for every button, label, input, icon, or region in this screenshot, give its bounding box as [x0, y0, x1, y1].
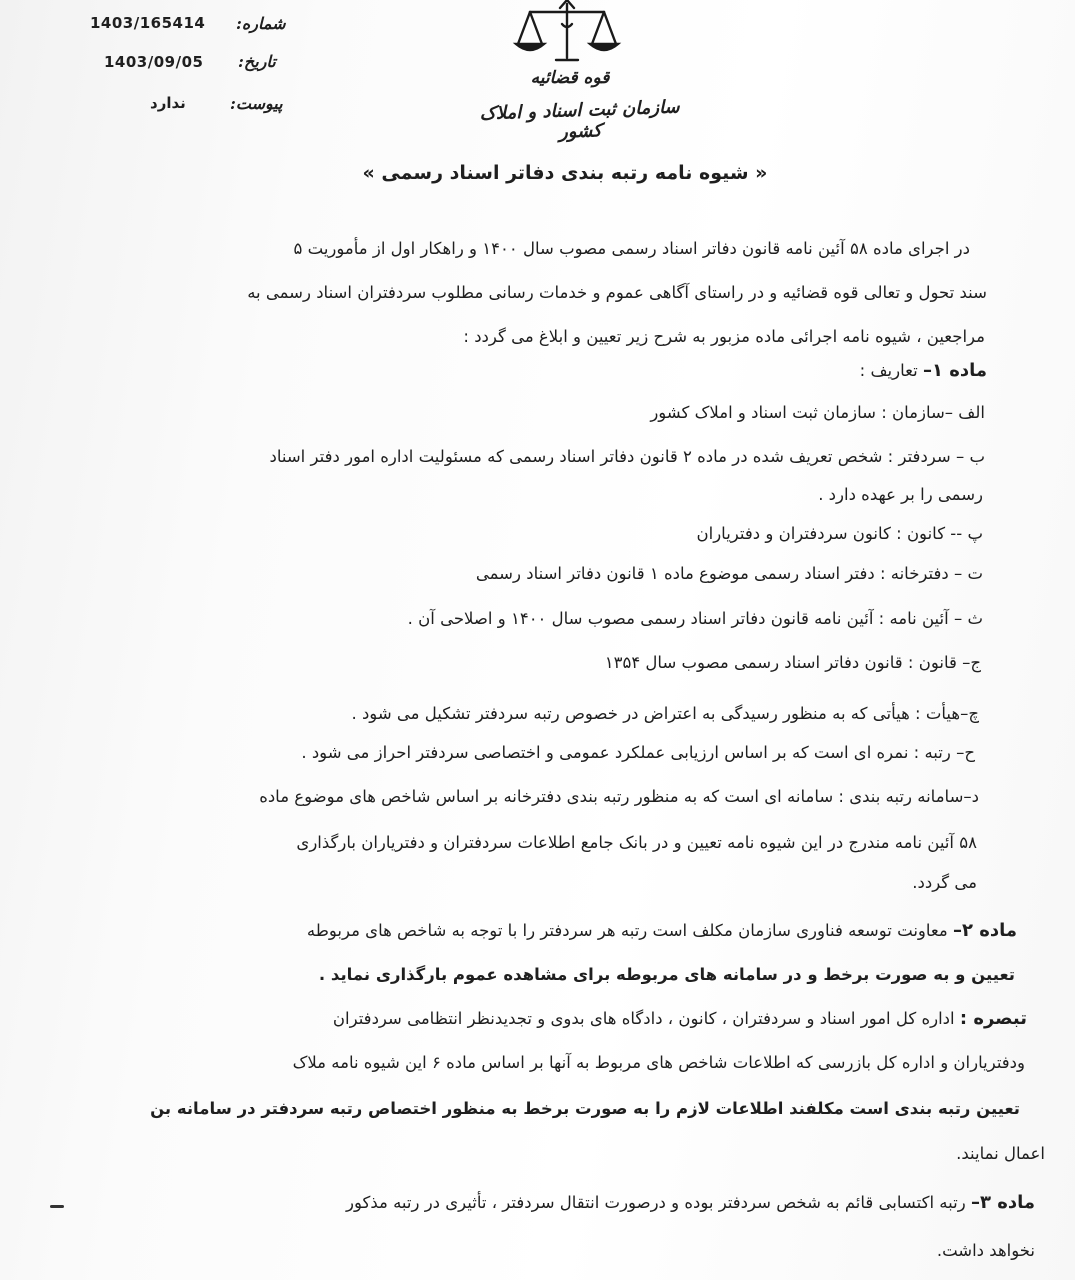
definition-line: د–سامانه رتبه بندی : سامانه ای است که به منظور رتبه بندی دفترخانه بر اساس شاخص های موضوع ماده — [259, 787, 979, 806]
definition-line: ح– رتبه : نمره ای است که بر اساس ارزیابی عملکرد عمومی و اختصاصی سردفتر احراز می شود . — [301, 743, 975, 762]
organization-name: سازمان ثبت اسناد و املاک کشور — [479, 96, 680, 143]
definition-line: ج– قانون : قانون دفاتر اسناد رسمی مصوب سال ۱۳۵۴ — [604, 653, 981, 672]
article-1-number: ماده ۱– — [922, 360, 987, 381]
judiciary-name: قوه قضائیه — [530, 68, 610, 88]
number-value: 1403/165414 — [90, 14, 206, 32]
article-3-line-1 — [346, 1192, 1035, 1214]
note-heading: تبصره : — [959, 1008, 1027, 1029]
definition-line: الف –سازمان : سازمان ثبت اسناد و املاک کشور — [650, 403, 985, 422]
definition-line: پ -- کانون : کانون سردفتران و دفتریاران — [696, 524, 983, 543]
attachment-label: پیوست: — [230, 94, 283, 113]
ink-mark — [50, 1205, 64, 1208]
definition-line: ۵۸ آئین نامه مندرج در این شیوه نامه تعیین و در بانک جامع اطلاعات سردفتران و دفتریاران بارگذاری — [296, 833, 977, 852]
intro-line-2: سند تحول و تعالی قوه قضائیه و در راستای آگاهی عموم و خدمات رسانی مطلوب سردفتران اسناد رسمی به — [247, 283, 987, 302]
definition-line: چ–هیأت : هیأتی که به منظور رسیدگی به اعتراض در خصوص رتبه سردفتر تشکیل می شود . — [351, 704, 979, 723]
article-2-line-2: تعیین و به صورت برخط و در سامانه های مربوطه برای مشاهده عموم بارگذاری نماید . — [318, 965, 1015, 984]
attachment-value: ندارد — [150, 94, 186, 112]
definition-line: ث – آئین نامه : آئین نامه قانون دفاتر اسناد رسمی مصوب سال ۱۴۰۰ و اصلاحی آن . — [407, 609, 983, 628]
article-3-number: ماده ۳– — [970, 1192, 1035, 1213]
note-line-3: تعیین رتبه بندی است مکلفند اطلاعات لازم را به صورت برخط به منظور اختصاص رتبه سردفتر در سامانه بن — [150, 1099, 1020, 1118]
definition-line: ت – دفترخانه : دفتر اسناد رسمی موضوع ماده ۱ قانون دفاتر اسناد رسمی — [475, 564, 983, 583]
date-label: تاریخ: — [238, 52, 276, 71]
article-3-text: رتبه اکتسابی قائم به شخص سردفتر بوده و درصورت انتقال سردفتر ، تأثیری در رتبه مذکور — [345, 1193, 971, 1212]
document-title: « شیوه نامه رتبه بندی دفاتر اسناد رسمی » — [362, 162, 768, 184]
article-2-line-1 — [307, 920, 1017, 942]
definition-line: رسمی را بر عهده دارد . — [818, 485, 983, 504]
definition-line: ب – سردفتر : شخص تعریف شده در ماده ۲ قانون دفاتر اسناد رسمی که مسئولیت اداره امور دفتر اسناد — [269, 447, 985, 466]
note-line-2: ودفتریاران و اداره کل بازرسی که اطلاعات شاخص های مربوط به آنها بر اساس ماده ۶ این شیوه نامه ملاک — [292, 1053, 1025, 1072]
article-1-heading — [860, 360, 987, 382]
intro-line-3: مراجعین ، شیوه نامه اجرائی ماده مزبور به شرح زیر تعیین و ابلاغ می گردد : — [463, 327, 985, 346]
definition-line: می گردد. — [912, 873, 977, 892]
scales-of-justice-icon — [510, 0, 625, 68]
article-3-line-2: نخواهد داشت. — [936, 1241, 1035, 1260]
article-1-title: تعاریف : — [859, 361, 923, 380]
article-2-text: معاونت توسعه فناوری سازمان مکلف است رتبه هر سردفتر را با توجه به شاخص های مربوطه — [306, 921, 953, 940]
note-line-4: اعمال نمایند. — [956, 1144, 1045, 1163]
note-text: اداره کل امور اسناد و سردفتران ، کانون ، دادگاه های بدوی و تجدیدنظر انتظامی سردفتران — [332, 1009, 960, 1028]
intro-line-1: در اجرای ماده ۵۸ آئین نامه قانون دفاتر اسناد رسمی مصوب سال ۱۴۰۰ و راهکار اول از مأموریت ۵ — [293, 239, 970, 258]
note-line-1 — [333, 1008, 1027, 1030]
date-value: 1403/09/05 — [104, 53, 204, 71]
article-2-number: ماده ۲– — [952, 920, 1017, 941]
number-label: شماره: — [236, 14, 286, 33]
